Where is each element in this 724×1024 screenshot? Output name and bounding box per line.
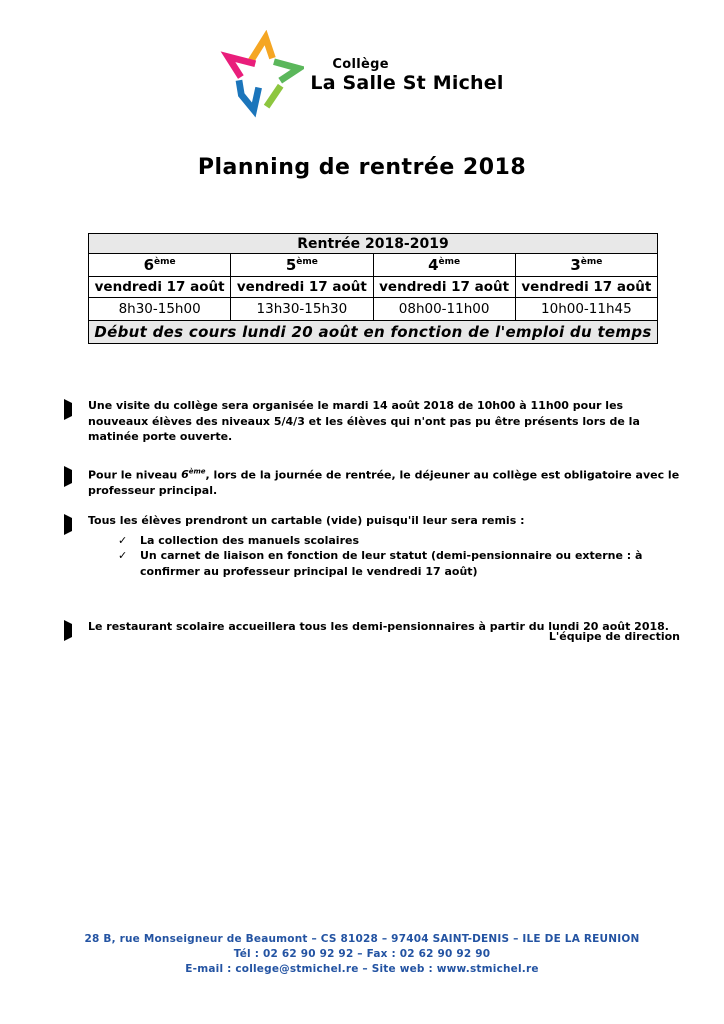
subitem-text: La collection des manuels scolaires [140,533,359,547]
table-header-row [89,234,658,254]
date-cell: vendredi 17 août [89,277,231,298]
time-cell: 08h00-11h00 [373,298,515,321]
list-item [64,398,682,445]
bullet-list [64,398,682,639]
page-footer [0,932,724,977]
school-logo [0,30,724,122]
list-subitem [118,548,682,579]
table-date-row [89,277,658,298]
table-footer-note: Début des cours lundi 20 août en fonction de l'emploi du temps [89,321,658,344]
lasalle-star-icon [220,30,304,122]
arrow-bullet-icon [64,513,88,533]
time-cell: 8h30-15h00 [89,298,231,321]
table-title: Rentrée 2018-2019 [89,234,658,254]
level-cell: 6ème [89,254,231,277]
footer-email-web[interactable]: E-mail : college@stmichel.re – Site web : www.stmichel.re [185,963,539,975]
arrow-bullet-icon [64,465,88,485]
table-footer-row [89,321,658,344]
bullet-text: Une visite du collège sera organisée le mardi 14 août 2018 de 10h00 à 11h00 pour les nouveaux élèves des niveaux 5/4/3 et les élèves qui n'ont pas pu être présents lors de la matinée porte ouverte. [88,399,640,443]
arrow-bullet-icon [64,398,88,418]
check-icon: ✓ [118,533,128,547]
list-item [64,513,682,533]
planning-table [88,233,658,344]
list-subitem [118,533,682,549]
signature: L'équipe de direction [548,630,680,643]
bullet-text: Pour le niveau 6ème, lors de la journée de rentrée, le déjeuner au collège est obligatoire avec le professeur principal. [88,467,680,497]
time-cell: 10h00-11h45 [515,298,657,321]
time-cell: 13h30-15h30 [231,298,373,321]
date-cell: vendredi 17 août [231,277,373,298]
check-icon: ✓ [118,549,128,563]
level-cell: 4ème [373,254,515,277]
bullet-text: Tous les élèves prendront un cartable (vide) puisqu'il leur sera remis : [88,514,525,528]
footer-phone-fax: Tél : 02 62 90 92 92 – Fax : 02 62 90 92 90 [233,948,491,960]
table-level-row [89,254,658,277]
logo-school-type: Collège [332,56,389,72]
subitem-text: Un carnet de liaison en fonction de leur statut (demi-pensionnaire ou externe : à confirmer au professeur principal le vendredi 17 août) [140,549,643,578]
table-time-row [89,298,658,321]
date-cell: vendredi 17 août [515,277,657,298]
logo-school-name: La Salle St Michel [310,72,504,95]
footer-address: 28 B, rue Monseigneur de Beaumont – CS 81028 – 97404 SAINT-DENIS – ILE DE LA REUNION [84,933,640,945]
date-cell: vendredi 17 août [373,277,515,298]
level-cell: 3ème [515,254,657,277]
bullet-text: Le restaurant scolaire accueillera tous les demi-pensionnaires à partir du lundi 20 août 2018. [88,620,669,634]
logo-text [310,58,503,94]
level-emphasis: 6ème [181,467,206,482]
check-sublist [118,533,682,580]
date-emphasis: lundi 20 août 2018 [548,620,665,634]
arrow-bullet-icon [64,619,88,639]
level-cell: 5ème [231,254,373,277]
list-item [64,465,682,499]
page-title: Planning de rentrée 2018 [197,155,527,180]
